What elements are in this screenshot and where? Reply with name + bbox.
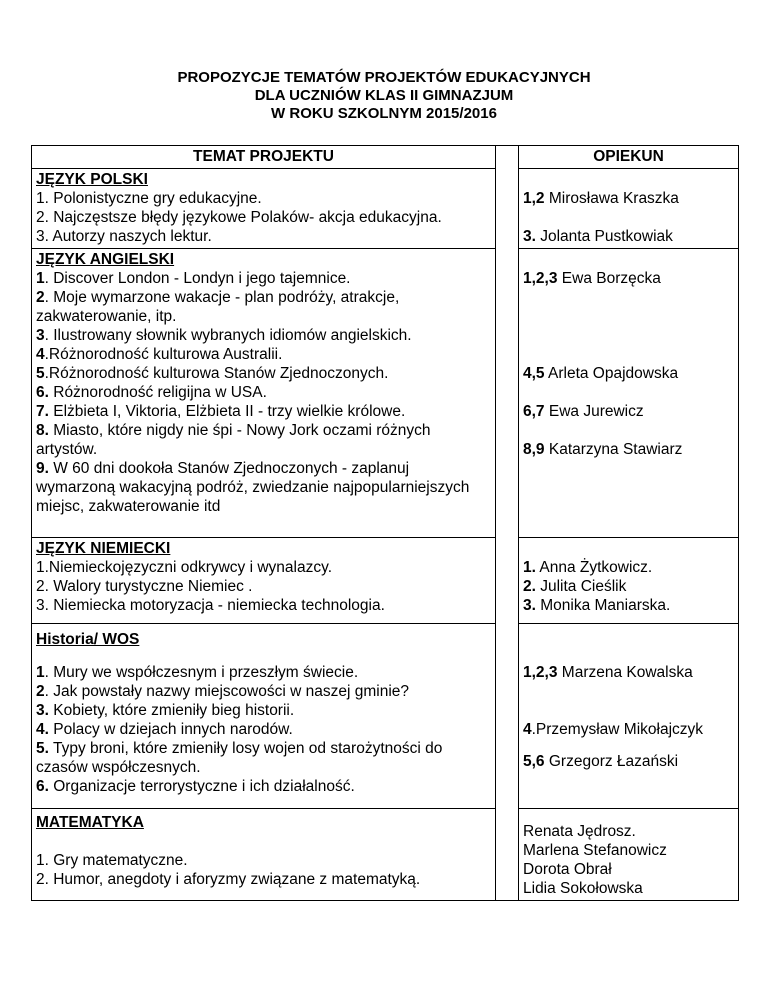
section-title: Historia/ WOS [36, 631, 140, 648]
table-row-matematyka [32, 809, 739, 901]
supervisor: 1. Anna Żytkowicz. [523, 559, 653, 576]
list-item: 6. Organizacje terrorystyczne i ich działalność. [36, 778, 355, 795]
section-niemiecki [32, 538, 496, 624]
supervisor: 4,5 Arleta Opajdowska [523, 365, 679, 382]
title-line-1: PROPOZYCJE TEMATÓW PROJEKTÓW EDUKACYJNYCH [177, 69, 591, 86]
list-item: 6. Różnorodność religijna w USA. [36, 384, 267, 401]
table-row-niemiecki [32, 538, 739, 624]
document-title [0, 69, 768, 123]
section-historia [32, 624, 496, 809]
section-title: MATEMATYKA [36, 814, 144, 831]
list-item: 1.Niemieckojęzyczni odkrywcy i wynalazcy. [36, 559, 333, 576]
list-item: 1. Mury we współczesnym i przeszłym świecie. [36, 664, 359, 681]
supervisors-matematyka [519, 809, 739, 901]
supervisor: 1,2 Mirosława Kraszka [523, 190, 679, 207]
list-item: 2. Humor, anegdoty i aforyzmy związane z matematyką. [36, 871, 421, 888]
supervisor: 3. Jolanta Pustkowiak [523, 228, 673, 245]
list-item: 3. Niemiecka motoryzacja - niemiecka technologia. [36, 597, 385, 614]
list-item: 7. Elżbieta I, Viktoria, Elżbieta II - trzy wielkie królowe. [36, 403, 406, 420]
supervisor: Renata Jędrosz. [523, 823, 636, 840]
title-line-3: W ROKU SZKOLNYM 2015/2016 [271, 105, 497, 122]
list-item: 1. Polonistyczne gry edukacyjne. [36, 190, 262, 207]
header-topic: TEMAT PROJEKTU [32, 146, 496, 169]
supervisor: 2. Julita Cieślik [523, 578, 627, 595]
supervisors-angielski [519, 249, 739, 538]
list-item: 1. Gry matematyczne. [36, 852, 188, 869]
list-item: 2. Moje wymarzone wakacje - plan podróży, atrakcje, zakwaterowanie, itp. [36, 289, 400, 325]
table-row-historia [32, 624, 739, 809]
column-gap [496, 146, 519, 901]
section-polski [32, 169, 496, 249]
supervisor: 8,9 Katarzyna Stawiarz [523, 441, 683, 458]
list-item: 4.Różnorodność kulturowa Australii. [36, 346, 283, 363]
list-item: 5. Typy broni, które zmieniły losy wojen od starożytności do czasów współczesnych. [36, 740, 443, 776]
table-row-polski [32, 169, 739, 249]
list-item: 4. Polacy w dziejach innych narodów. [36, 721, 293, 738]
projects-table [31, 145, 739, 901]
section-angielski [32, 249, 496, 538]
supervisor: 5,6 Grzegorz Łazański [523, 753, 679, 770]
list-item: 5.Różnorodność kulturowa Stanów Zjednoczonych. [36, 365, 389, 382]
supervisors-historia [519, 624, 739, 809]
list-item: 3. Autorzy naszych lektur. [36, 228, 212, 245]
list-item: 3. Kobiety, które zmieniły bieg historii. [36, 702, 295, 719]
supervisors-polski [519, 169, 739, 249]
list-item: 2. Jak powstały nazwy miejscowości w naszej gminie? [36, 683, 410, 700]
supervisors-niemiecki [519, 538, 739, 624]
list-item: 2. Walory turystyczne Niemiec . [36, 578, 253, 595]
supervisor: 1,2,3 Marzena Kowalska [523, 664, 693, 681]
supervisor: Lidia Sokołowska [523, 880, 643, 897]
section-title: JĘZYK NIEMIECKI [36, 540, 171, 557]
list-item: 8. Miasto, które nigdy nie śpi - Nowy Jork oczami różnych artystów. [36, 422, 431, 458]
list-item: 9. W 60 dni dookoła Stanów Zjednoczonych - zaplanuj wymarzoną wakacyjną podróż, zwiedzanie najpopularniejszych miejsc, zakwaterowanie itd [36, 460, 470, 515]
list-item: 3. Ilustrowany słownik wybranych idiomów angielskich. [36, 327, 412, 344]
section-title: JĘZYK POLSKI [36, 171, 148, 188]
table-row-angielski [32, 249, 739, 538]
section-matematyka [32, 809, 496, 901]
supervisor: 6,7 Ewa Jurewicz [523, 403, 644, 420]
section-title: JĘZYK ANGIELSKI [36, 251, 175, 268]
supervisor: 4.Przemysław Mikołajczyk [523, 721, 704, 738]
supervisor: 1,2,3 Ewa Borzęcka [523, 270, 661, 287]
table-row-header [32, 146, 739, 169]
supervisor: Marlena Stefanowicz [523, 842, 667, 859]
list-item: 2. Najczęstsze błędy językowe Polaków- akcja edukacyjna. [36, 209, 442, 226]
title-line-2: DLA UCZNIÓW KLAS II GIMNAZJUM [254, 87, 514, 104]
supervisor: Dorota Obrał [523, 861, 612, 878]
list-item: 1. Discover London - Londyn i jego tajemnice. [36, 270, 351, 287]
supervisor: 3. Monika Maniarska. [523, 597, 671, 614]
header-supervisor: OPIEKUN [519, 146, 739, 169]
